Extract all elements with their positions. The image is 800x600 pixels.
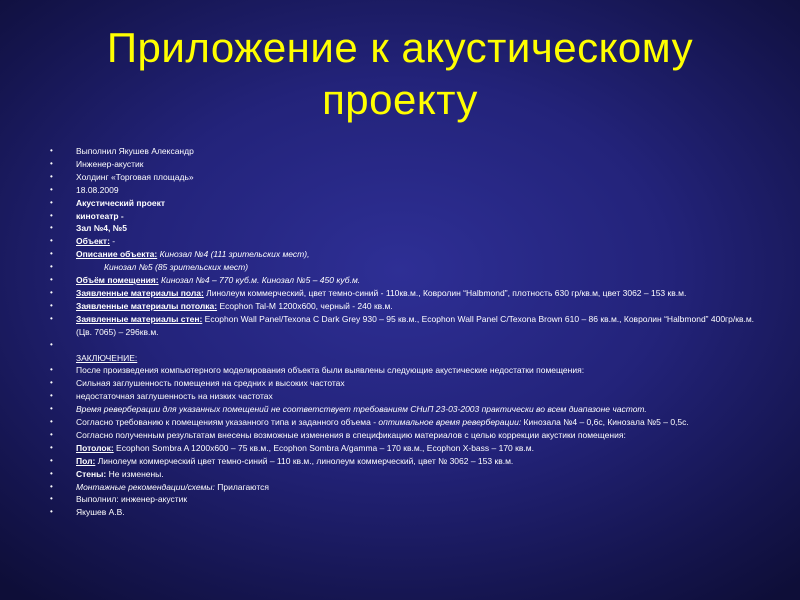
- bullet-icon: •: [50, 365, 53, 375]
- list-item: [50, 158, 768, 171]
- list-item: [50, 210, 768, 223]
- list-item: [50, 377, 768, 390]
- role-text: Инженер-акустик: [76, 158, 144, 169]
- requirement-text: Согласно требованию к помещениям указанного типа и заданного объема -: [76, 417, 379, 428]
- requirement-italic-text: оптимальное время реверберации:: [378, 417, 522, 428]
- walls-new-value: Не изменены.: [106, 468, 164, 479]
- bullet-icon: •: [50, 236, 53, 246]
- list-item: [50, 506, 768, 519]
- object-label: Объект:: [76, 236, 110, 247]
- bullet-icon: •: [50, 287, 53, 297]
- list-item: [50, 248, 768, 261]
- holding-text: Холдинг «Торговая площадь»: [76, 171, 194, 182]
- list-item: [50, 403, 768, 416]
- bullet-icon: •: [50, 468, 53, 478]
- ceiling-new-value: Ecophon Sombra A 1200x600 – 75 кв.м., Ecophon Sombra A/gamma – 170 кв.м., Ecophon X-bass – 170 кв.м.: [113, 442, 534, 453]
- mounting-value: Прилагаются: [214, 481, 270, 492]
- description-value-2: Кинозал №5 (85 зрительских мест): [104, 262, 249, 273]
- bullet-icon: •: [50, 339, 53, 349]
- bullet-icon: •: [50, 494, 53, 504]
- floor-new-label: Пол:: [76, 455, 96, 466]
- performer-text: Выполнил Якушев Александр: [76, 146, 194, 156]
- bullet-icon: •: [50, 146, 53, 155]
- changes-text: Согласно полученным результатам внесены возможные изменения в спецификацию материалов с целью коррекции акустики помещения:: [76, 429, 626, 440]
- walls-materials-value: Ecophon Wall Panel/Texona C Dark Grey 930 – 95 кв.м., Ecophon Wall Panel C/Texona Brown 610 – 86 кв.м., Ковролин “Halbmond” 400гр/кв.м.(Цв. 7065) – 296кв.м.: [76, 313, 755, 337]
- description-value-1: Кинозал №4 (111 зрительских мест),: [157, 249, 310, 260]
- bullet-icon: •: [50, 417, 53, 427]
- walls-new-label: Стены:: [76, 468, 107, 479]
- floor-new-value: Линолеум коммерческий цвет темно-синий – 110 кв.м., линолеум коммерческий, цвет № 3062 – 153 кв.м.: [95, 455, 514, 466]
- volume-label: Объём помещения:: [76, 275, 159, 286]
- slide-title: [0, 22, 800, 126]
- slide-content: [50, 145, 768, 519]
- list-item: [50, 364, 768, 377]
- walls-materials-label: Заявленные материалы стен:: [76, 313, 203, 324]
- conclusion-label: ЗАКЛЮЧЕНИЕ:: [76, 352, 138, 363]
- reverb-mismatch-text: Время реверберации для указанных помещений не соответствует требованиям СНиП 23-03-2003 практически во всем диапазоне частот.: [76, 404, 647, 415]
- description-label: Описание объекта:: [76, 249, 158, 260]
- bullet-icon: •: [50, 313, 53, 323]
- bullet-icon: •: [50, 197, 53, 207]
- bullet-icon: •: [50, 249, 53, 259]
- low-damping-text: недостаточная заглушенность на низких частотах: [76, 391, 273, 402]
- final-performer-text: Выполнил: инженер-акустик: [76, 494, 188, 505]
- list-item: [50, 145, 768, 158]
- volume-value: Кинозал №4 – 770 куб.м. Кинозал №5 – 450 куб.м.: [158, 275, 361, 286]
- list-item: [50, 222, 768, 235]
- bullet-icon: •: [50, 404, 53, 414]
- ceiling-new-label: Потолок:: [76, 442, 114, 453]
- bullet-icon: •: [50, 391, 53, 401]
- bullet-icon: •: [50, 300, 53, 310]
- floor-materials-label: Заявленные материалы пола:: [76, 287, 204, 298]
- strong-damping-text: Сильная заглушенность помещения на средних и высоких частотах: [76, 378, 345, 389]
- halls-text: Зал №4, №5: [76, 223, 127, 234]
- list-item: [50, 481, 768, 494]
- bullet-icon: •: [50, 442, 53, 452]
- list-item: [50, 390, 768, 403]
- mounting-label: Монтажные рекомендации/схемы:: [76, 481, 215, 492]
- list-item: [50, 352, 768, 365]
- list-item: [50, 287, 768, 300]
- list-item: [50, 493, 768, 506]
- list-item: [50, 184, 768, 197]
- title-line-1: Приложение к акустическому: [106, 24, 694, 71]
- list-item: [50, 339, 768, 352]
- bullet-icon: •: [50, 262, 53, 272]
- bullet-icon: •: [50, 210, 53, 220]
- final-name-text: Якушев А.В.: [76, 507, 125, 518]
- ceiling-materials-value: Ecophon Tal-M 1200x600, черный - 240 кв.м.: [217, 300, 393, 311]
- list-item: [50, 442, 768, 455]
- ceiling-materials-label: Заявленные материалы потолка:: [76, 300, 218, 311]
- list-item: [50, 300, 768, 313]
- bullet-icon: •: [50, 184, 53, 194]
- requirement-values-text: Кинозала №4 – 0,6с, Кинозала №5 – 0,5с.: [521, 417, 689, 428]
- list-item: [50, 274, 768, 287]
- date-text: 18.08.2009: [76, 184, 119, 195]
- bullet-icon: •: [50, 429, 53, 439]
- list-item: [50, 468, 768, 481]
- bullet-icon: •: [50, 507, 53, 517]
- project-type-text: Акустический проект: [76, 197, 166, 208]
- list-item: [50, 197, 768, 210]
- after-modeling-text: После произведения компьютерного моделирования объекта были выявлены следующие акустические недостатки помещения:: [76, 365, 585, 376]
- bullet-icon: •: [50, 455, 53, 465]
- list-item: [50, 313, 768, 339]
- bullet-icon: •: [50, 481, 53, 491]
- bullet-icon: •: [50, 275, 53, 285]
- bullet-icon: •: [50, 171, 53, 181]
- bullet-icon: •: [50, 158, 53, 168]
- list-item: [50, 235, 768, 248]
- list-item: [50, 455, 768, 468]
- list-item: [50, 416, 768, 429]
- list-item: [50, 429, 768, 442]
- bullet-icon: •: [50, 223, 53, 233]
- list-item: [50, 261, 768, 274]
- cinema-text: кинотеатр -: [76, 210, 124, 221]
- floor-materials-value: Линолеум коммерческий, цвет темно-синий - 110кв.м., Ковролин “Halbmond”, плотность 630 гр/кв.м, цвет 3062 – 153 кв.м.: [203, 287, 687, 298]
- bullet-list: [50, 145, 768, 519]
- bullet-icon: •: [50, 378, 53, 388]
- title-line-2: проекту: [322, 76, 478, 123]
- object-value: -: [109, 236, 116, 247]
- list-item: [50, 171, 768, 184]
